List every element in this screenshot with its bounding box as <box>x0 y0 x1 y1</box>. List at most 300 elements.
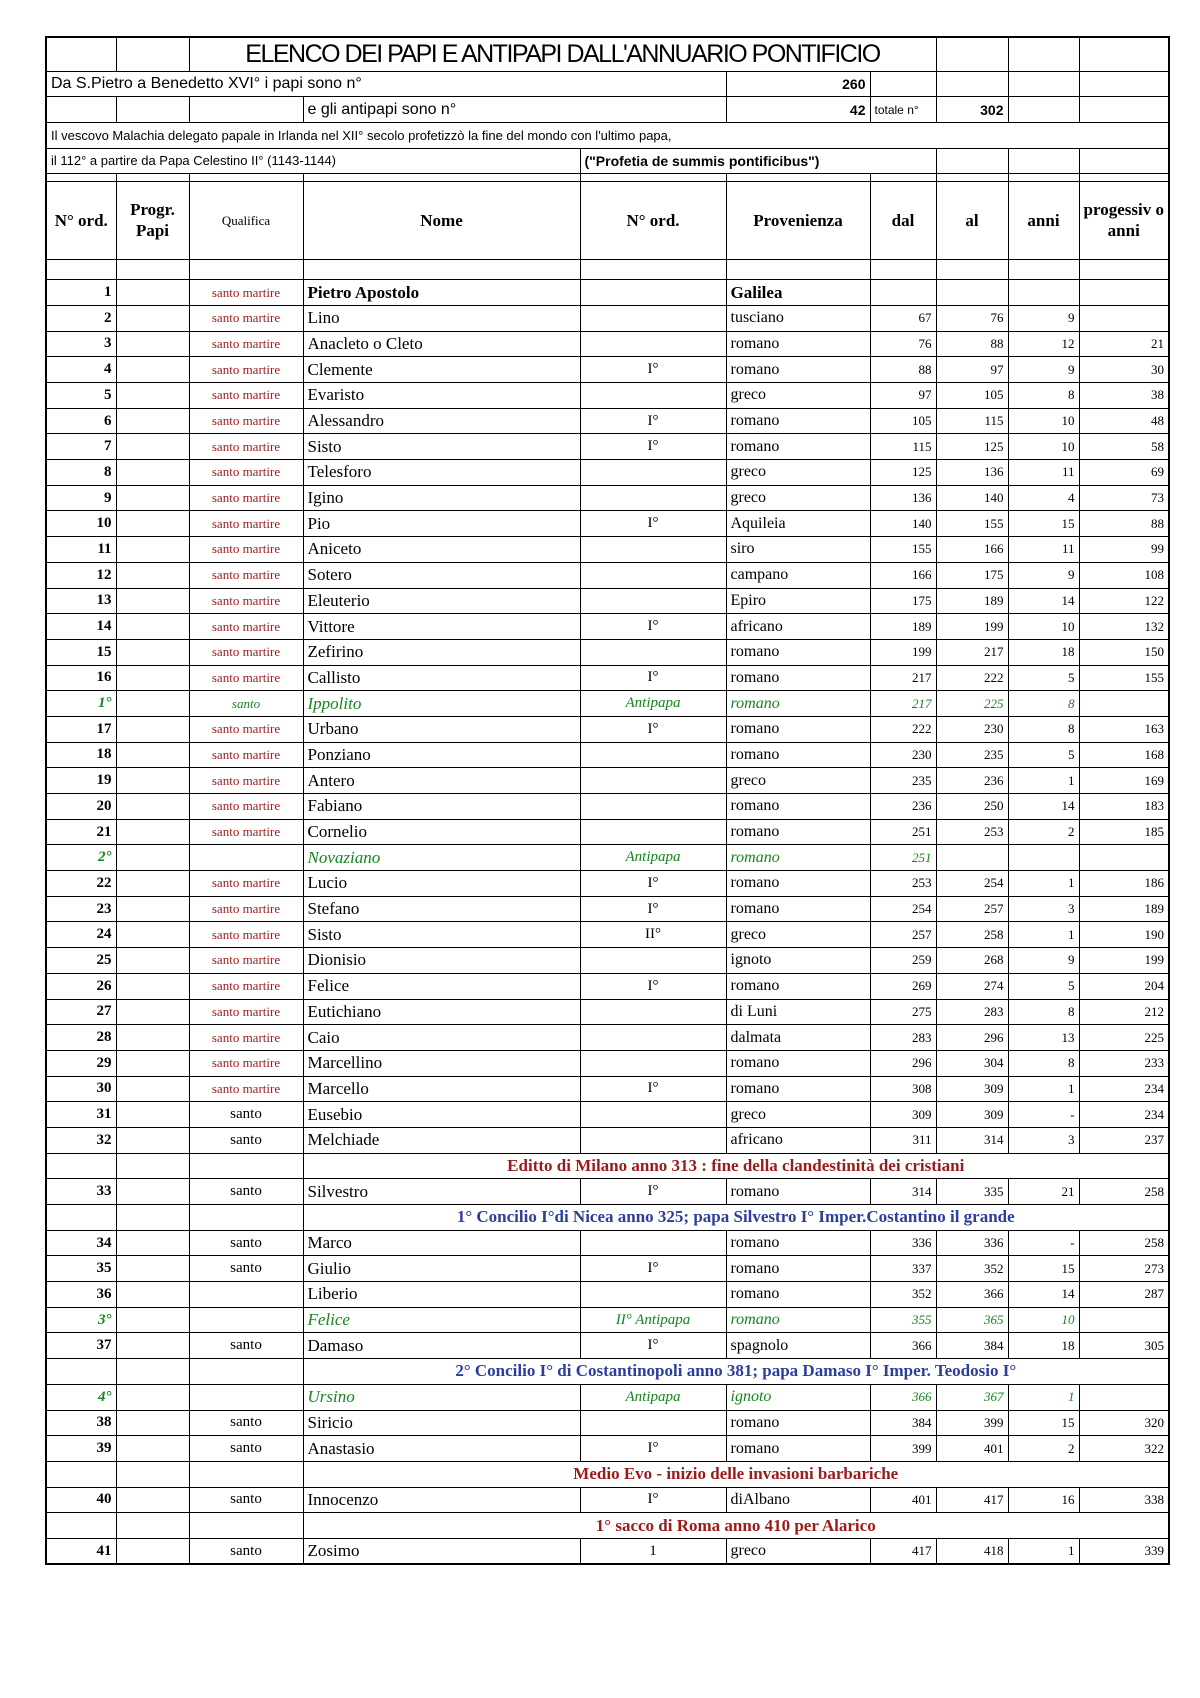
row-number: 1 <box>46 280 116 306</box>
name-cell: Dionisio <box>303 948 580 974</box>
to-year-cell: 105 <box>936 383 1008 409</box>
qualifica-cell: santo <box>189 1436 303 1462</box>
qualifica-cell: santo martire <box>189 1025 303 1051</box>
from-year-cell: 399 <box>870 1436 936 1462</box>
qualifica-cell: santo martire <box>189 742 303 768</box>
row-number: 35 <box>46 1256 116 1282</box>
name-cell: Eusebio <box>303 1102 580 1128</box>
years-cell: 18 <box>1008 1333 1079 1359</box>
to-year-cell: 199 <box>936 614 1008 640</box>
qualifica-cell: santo martire <box>189 588 303 614</box>
provenance-cell: Epiro <box>726 588 870 614</box>
progressive-years-cell: 338 <box>1079 1487 1169 1513</box>
title-cell-empty-3 <box>936 37 1008 71</box>
row-number: 25 <box>46 948 116 974</box>
progressive-years-cell: 150 <box>1079 639 1169 665</box>
row-number: 7 <box>46 434 116 460</box>
years-cell: 8 <box>1008 716 1079 742</box>
to-year-cell: 115 <box>936 408 1008 434</box>
row-number: 27 <box>46 999 116 1025</box>
qualifica-cell: santo martire <box>189 280 303 306</box>
to-year-cell: 335 <box>936 1179 1008 1205</box>
progr-papi-cell <box>116 1307 189 1333</box>
provenance-cell: romano <box>726 408 870 434</box>
progressive-years-cell: 48 <box>1079 408 1169 434</box>
ordinal-cell: II° <box>580 922 726 948</box>
to-year-cell: 217 <box>936 639 1008 665</box>
progr-papi-cell <box>116 1436 189 1462</box>
pope-row <box>46 1282 1169 1308</box>
col-header-n-ord-2: N° ord. <box>580 182 726 260</box>
provenance-cell: romano <box>726 845 870 871</box>
provenance-cell: romano <box>726 357 870 383</box>
progr-papi-cell <box>116 357 189 383</box>
years-cell: 10 <box>1008 408 1079 434</box>
progressive-years-cell <box>1079 305 1169 331</box>
ordinal-cell: I° <box>580 1179 726 1205</box>
provenance-cell: romano <box>726 973 870 999</box>
provenance-cell: greco <box>726 1538 870 1564</box>
provenance-cell: greco <box>726 1102 870 1128</box>
progressive-years-cell: 190 <box>1079 922 1169 948</box>
from-year-cell: 384 <box>870 1410 936 1436</box>
pope-row <box>46 922 1169 948</box>
provenance-cell: dalmata <box>726 1025 870 1051</box>
pope-row <box>46 588 1169 614</box>
to-year-cell: 274 <box>936 973 1008 999</box>
to-year-cell: 235 <box>936 742 1008 768</box>
pope-row <box>46 819 1169 845</box>
years-cell: 8 <box>1008 691 1079 717</box>
row-number: 37 <box>46 1333 116 1359</box>
historical-note: 1° Concilio I°di Nicea anno 325; papa Silvestro I° Imper.Costantino il grande <box>303 1205 1169 1231</box>
name-cell: Callisto <box>303 665 580 691</box>
provenance-cell: romano <box>726 639 870 665</box>
pope-row <box>46 716 1169 742</box>
ordinal-cell: I° <box>580 357 726 383</box>
progr-papi-cell <box>116 1410 189 1436</box>
provenance-cell: romano <box>726 794 870 820</box>
ordinal-cell <box>580 794 726 820</box>
row-number: 3 <box>46 331 116 357</box>
to-year-cell: 401 <box>936 1436 1008 1462</box>
pope-row <box>46 1127 1169 1153</box>
provenance-cell: romano <box>726 1230 870 1256</box>
row-number: 3° <box>46 1307 116 1333</box>
name-cell: Fabiano <box>303 794 580 820</box>
from-year-cell: 155 <box>870 537 936 563</box>
years-cell: 18 <box>1008 639 1079 665</box>
to-year-cell: 258 <box>936 922 1008 948</box>
to-year-cell: 418 <box>936 1538 1008 1564</box>
row-number: 23 <box>46 896 116 922</box>
provenance-cell: campano <box>726 562 870 588</box>
pope-row <box>46 1102 1169 1128</box>
years-cell: 1 <box>1008 871 1079 897</box>
qualifica-cell <box>189 1282 303 1308</box>
from-year-cell: 136 <box>870 485 936 511</box>
progressive-years-cell: 155 <box>1079 665 1169 691</box>
pope-row <box>46 305 1169 331</box>
qualifica-cell: santo martire <box>189 331 303 357</box>
years-cell: 16 <box>1008 1487 1079 1513</box>
row-number: 30 <box>46 1076 116 1102</box>
row-number: 32 <box>46 1127 116 1153</box>
provenance-cell: africano <box>726 614 870 640</box>
progressive-years-cell <box>1079 1307 1169 1333</box>
col-header-dal: dal <box>870 182 936 260</box>
to-year-cell: 250 <box>936 794 1008 820</box>
pope-row <box>46 999 1169 1025</box>
provenance-cell: di Luni <box>726 999 870 1025</box>
row-number: 21 <box>46 819 116 845</box>
row-number: 6 <box>46 408 116 434</box>
pope-row <box>46 614 1169 640</box>
from-year-cell: 337 <box>870 1256 936 1282</box>
qualifica-cell: santo martire <box>189 922 303 948</box>
qualifica-cell: santo martire <box>189 639 303 665</box>
pope-row <box>46 1333 1169 1359</box>
title-cell-empty-5 <box>1079 37 1169 71</box>
column-header-row <box>46 182 1169 260</box>
row-number: 18 <box>46 742 116 768</box>
name-cell: Ippolito <box>303 691 580 717</box>
from-year-cell: 230 <box>870 742 936 768</box>
from-year-cell: 366 <box>870 1384 936 1410</box>
qualifica-cell: santo <box>189 1256 303 1282</box>
progr-papi-cell <box>116 1127 189 1153</box>
progressive-years-cell: 287 <box>1079 1282 1169 1308</box>
pope-row <box>46 537 1169 563</box>
qualifica-cell: santo martire <box>189 716 303 742</box>
years-cell: - <box>1008 1230 1079 1256</box>
from-year-cell: 105 <box>870 408 936 434</box>
title-cell-empty-1 <box>46 37 116 71</box>
name-cell: Anacleto o Cleto <box>303 331 580 357</box>
from-year-cell: 236 <box>870 794 936 820</box>
row-number: 33 <box>46 1179 116 1205</box>
qualifica-cell: santo <box>189 1230 303 1256</box>
progr-papi-cell <box>116 1487 189 1513</box>
to-year-cell: 125 <box>936 434 1008 460</box>
pope-row <box>46 357 1169 383</box>
progr-papi-cell <box>116 1282 189 1308</box>
progressive-years-cell: 305 <box>1079 1333 1169 1359</box>
progr-papi-cell <box>116 716 189 742</box>
years-cell: 1 <box>1008 1538 1079 1564</box>
years-cell: 14 <box>1008 588 1079 614</box>
to-year-cell: 336 <box>936 1230 1008 1256</box>
to-year-cell: 268 <box>936 948 1008 974</box>
years-cell: 15 <box>1008 1256 1079 1282</box>
ordinal-cell: I° <box>580 1333 726 1359</box>
from-year-cell: 67 <box>870 305 936 331</box>
name-cell: Giulio <box>303 1256 580 1282</box>
pope-row <box>46 1256 1169 1282</box>
pope-row <box>46 408 1169 434</box>
name-cell: Marcellino <box>303 1050 580 1076</box>
ordinal-cell <box>580 639 726 665</box>
progr-papi-cell <box>116 948 189 974</box>
from-year-cell: 259 <box>870 948 936 974</box>
from-year-cell: 366 <box>870 1333 936 1359</box>
pope-row <box>46 871 1169 897</box>
qualifica-cell: santo martire <box>189 460 303 486</box>
row-number: 5 <box>46 383 116 409</box>
qualifica-cell: santo martire <box>189 1076 303 1102</box>
progressive-years-cell: 169 <box>1079 768 1169 794</box>
years-cell: 2 <box>1008 819 1079 845</box>
from-year-cell: 401 <box>870 1487 936 1513</box>
ordinal-cell <box>580 999 726 1025</box>
qualifica-cell <box>189 845 303 871</box>
qualifica-cell: santo martire <box>189 305 303 331</box>
title-cell-empty-2 <box>116 37 189 71</box>
ordinal-cell <box>580 588 726 614</box>
to-year-cell: 367 <box>936 1384 1008 1410</box>
row-number: 1° <box>46 691 116 717</box>
from-year-cell: 311 <box>870 1127 936 1153</box>
progressive-years-cell: 234 <box>1079 1102 1169 1128</box>
provenance-cell: romano <box>726 1282 870 1308</box>
pope-list-sheet <box>45 36 1170 1565</box>
ordinal-cell: I° <box>580 1487 726 1513</box>
to-year-cell: 236 <box>936 768 1008 794</box>
years-cell: 15 <box>1008 1410 1079 1436</box>
progressive-years-cell <box>1079 280 1169 306</box>
progressive-years-cell: 163 <box>1079 716 1169 742</box>
row-number: 12 <box>46 562 116 588</box>
pope-table <box>45 36 1170 1565</box>
pope-row <box>46 1436 1169 1462</box>
provenance-cell: greco <box>726 383 870 409</box>
ordinal-cell: Antipapa <box>580 845 726 871</box>
progressive-years-cell: 233 <box>1079 1050 1169 1076</box>
qualifica-cell: santo <box>189 1179 303 1205</box>
ordinal-cell: I° <box>580 973 726 999</box>
provenance-cell: greco <box>726 922 870 948</box>
ordinal-cell <box>580 383 726 409</box>
years-cell: 10 <box>1008 1307 1079 1333</box>
years-cell: 5 <box>1008 973 1079 999</box>
to-year-cell: 417 <box>936 1487 1008 1513</box>
years-cell: 14 <box>1008 1282 1079 1308</box>
progr-papi-cell <box>116 871 189 897</box>
row-number: 9 <box>46 485 116 511</box>
from-year-cell: 308 <box>870 1076 936 1102</box>
from-year-cell: 189 <box>870 614 936 640</box>
from-year-cell: 254 <box>870 896 936 922</box>
name-cell: Zefirino <box>303 639 580 665</box>
years-cell <box>1008 845 1079 871</box>
row-number: 26 <box>46 973 116 999</box>
qualifica-cell: santo <box>189 1410 303 1436</box>
antipope-row <box>46 1384 1169 1410</box>
progr-papi-cell <box>116 819 189 845</box>
to-year-cell: 352 <box>936 1256 1008 1282</box>
years-cell: 8 <box>1008 1050 1079 1076</box>
ordinal-cell <box>580 280 726 306</box>
ordinal-cell <box>580 1230 726 1256</box>
historical-note: Editto di Milano anno 313 : fine della clandestinità dei cristiani <box>303 1153 1169 1179</box>
years-cell: 1 <box>1008 1076 1079 1102</box>
to-year-cell: 175 <box>936 562 1008 588</box>
progr-papi-cell <box>116 896 189 922</box>
years-cell: 15 <box>1008 511 1079 537</box>
progr-papi-cell <box>116 408 189 434</box>
qualifica-cell: santo <box>189 1487 303 1513</box>
name-cell: Sisto <box>303 922 580 948</box>
years-cell: 3 <box>1008 896 1079 922</box>
progressive-years-cell: 204 <box>1079 973 1169 999</box>
to-year-cell: 257 <box>936 896 1008 922</box>
from-year-cell: 125 <box>870 460 936 486</box>
progressive-years-cell: 185 <box>1079 819 1169 845</box>
name-cell: Marcello <box>303 1076 580 1102</box>
name-cell: Antero <box>303 768 580 794</box>
row-number: 13 <box>46 588 116 614</box>
provenance-cell: romano <box>726 1179 870 1205</box>
title-cell-empty-4 <box>1008 37 1079 71</box>
row-number: 15 <box>46 639 116 665</box>
pope-row <box>46 562 1169 588</box>
provenance-cell: romano <box>726 742 870 768</box>
from-year-cell: 417 <box>870 1538 936 1564</box>
provenance-cell: romano <box>726 1076 870 1102</box>
provenance-cell: tusciano <box>726 305 870 331</box>
progressive-years-cell: 99 <box>1079 537 1169 563</box>
pope-row <box>46 1538 1169 1564</box>
pope-row <box>46 1076 1169 1102</box>
prophecy-title: ("Profetia de summis pontificibus") <box>580 148 936 174</box>
provenance-cell: greco <box>726 485 870 511</box>
qualifica-cell: santo martire <box>189 357 303 383</box>
provenance-cell: romano <box>726 691 870 717</box>
from-year-cell: 166 <box>870 562 936 588</box>
historical-note-row <box>46 1513 1169 1539</box>
name-cell: Marco <box>303 1230 580 1256</box>
to-year-cell <box>936 280 1008 306</box>
progr-papi-cell <box>116 1179 189 1205</box>
qualifica-cell: santo <box>189 1333 303 1359</box>
qualifica-cell: santo martire <box>189 537 303 563</box>
progr-papi-cell <box>116 742 189 768</box>
progressive-years-cell: 88 <box>1079 511 1169 537</box>
progressive-years-cell: 322 <box>1079 1436 1169 1462</box>
qualifica-cell <box>189 1384 303 1410</box>
page-title: ELENCO DEI PAPI E ANTIPAPI DALL'ANNUARIO PONTIFICIO <box>189 37 936 71</box>
prophecy-line-1: Il vescovo Malachia delegato papale in Irlanda nel XII° secolo profetizzò la fine del mondo con l'ultimo papa, <box>46 122 1169 148</box>
name-cell: Ursino <box>303 1384 580 1410</box>
years-cell: 9 <box>1008 357 1079 383</box>
to-year-cell: 314 <box>936 1127 1008 1153</box>
provenance-cell: romano <box>726 1050 870 1076</box>
progressive-years-cell: 199 <box>1079 948 1169 974</box>
progr-papi-cell <box>116 1102 189 1128</box>
provenance-cell: romano <box>726 331 870 357</box>
to-year-cell: 225 <box>936 691 1008 717</box>
to-year-cell <box>936 845 1008 871</box>
progressive-years-cell: 168 <box>1079 742 1169 768</box>
name-cell: Liberio <box>303 1282 580 1308</box>
progressive-years-cell: 258 <box>1079 1230 1169 1256</box>
qualifica-cell <box>189 1307 303 1333</box>
provenance-cell: romano <box>726 1256 870 1282</box>
name-cell: Cornelio <box>303 819 580 845</box>
name-cell: Ponziano <box>303 742 580 768</box>
progr-papi-cell <box>116 1230 189 1256</box>
to-year-cell: 365 <box>936 1307 1008 1333</box>
name-cell: Lucio <box>303 871 580 897</box>
ordinal-cell: I° <box>580 871 726 897</box>
qualifica-cell: santo martire <box>189 973 303 999</box>
progressive-years-cell: 58 <box>1079 434 1169 460</box>
progressive-years-cell: 186 <box>1079 871 1169 897</box>
name-cell: Igino <box>303 485 580 511</box>
from-year-cell: 217 <box>870 691 936 717</box>
qualifica-cell: santo martire <box>189 614 303 640</box>
ordinal-cell: I° <box>580 408 726 434</box>
ordinal-cell <box>580 1127 726 1153</box>
ordinal-cell: 1 <box>580 1538 726 1564</box>
row-number: 20 <box>46 794 116 820</box>
progr-papi-cell <box>116 639 189 665</box>
progressive-years-cell: 132 <box>1079 614 1169 640</box>
popes-count-value: 260 <box>726 71 870 97</box>
progr-papi-cell <box>116 460 189 486</box>
years-cell: 8 <box>1008 999 1079 1025</box>
from-year-cell: 76 <box>870 331 936 357</box>
qualifica-cell: santo martire <box>189 485 303 511</box>
years-cell: 13 <box>1008 1025 1079 1051</box>
progr-papi-cell <box>116 665 189 691</box>
to-year-cell: 309 <box>936 1102 1008 1128</box>
progressive-years-cell: 183 <box>1079 794 1169 820</box>
qualifica-cell: santo martire <box>189 948 303 974</box>
pope-row <box>46 383 1169 409</box>
row-number: 31 <box>46 1102 116 1128</box>
years-cell: 9 <box>1008 948 1079 974</box>
ordinal-cell: I° <box>580 614 726 640</box>
ordinal-cell: I° <box>580 1256 726 1282</box>
ordinal-cell <box>580 1025 726 1051</box>
pope-row <box>46 1025 1169 1051</box>
progressive-years-cell <box>1079 691 1169 717</box>
ordinal-cell <box>580 460 726 486</box>
years-cell: 1 <box>1008 1384 1079 1410</box>
to-year-cell: 97 <box>936 357 1008 383</box>
progressive-years-cell: 258 <box>1079 1179 1169 1205</box>
ordinal-cell: I° <box>580 716 726 742</box>
pope-row <box>46 460 1169 486</box>
ordinal-cell: Antipapa <box>580 691 726 717</box>
ordinal-cell: I° <box>580 896 726 922</box>
name-cell: Zosimo <box>303 1538 580 1564</box>
to-year-cell: 304 <box>936 1050 1008 1076</box>
years-cell: 12 <box>1008 331 1079 357</box>
years-cell: 9 <box>1008 562 1079 588</box>
qualifica-cell: santo <box>189 1102 303 1128</box>
years-cell: 9 <box>1008 305 1079 331</box>
years-cell: 21 <box>1008 1179 1079 1205</box>
row-number: 2° <box>46 845 116 871</box>
qualifica-cell: santo martire <box>189 1050 303 1076</box>
pope-row <box>46 973 1169 999</box>
from-year-cell: 296 <box>870 1050 936 1076</box>
progressive-years-cell: 21 <box>1079 331 1169 357</box>
from-year-cell: 314 <box>870 1179 936 1205</box>
col-header-n-ord: N° ord. <box>46 182 116 260</box>
